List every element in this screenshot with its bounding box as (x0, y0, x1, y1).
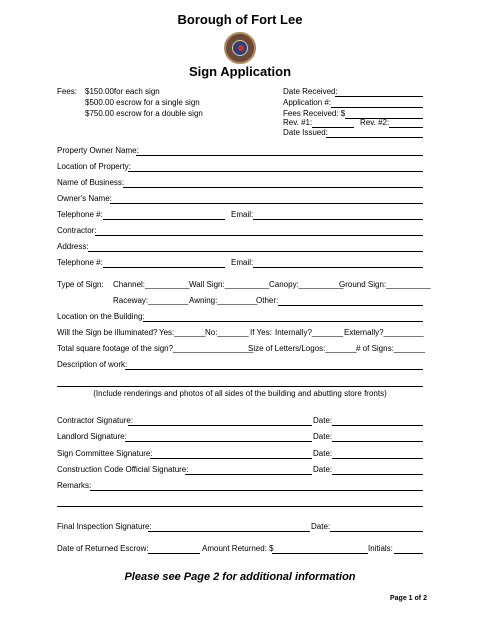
contractor-date-label: Date: (313, 416, 333, 425)
telephone2-field[interactable] (103, 267, 225, 268)
application-no-label: Application #: (283, 98, 332, 107)
final-date-field[interactable] (330, 531, 423, 532)
illuminated-yes[interactable]: Yes:_______ (159, 328, 206, 337)
ground-sign-option[interactable]: Ground Sign:__________ (339, 280, 431, 289)
official-signature-field[interactable] (185, 474, 312, 475)
remarks-field-1[interactable] (90, 490, 423, 491)
email-field[interactable] (253, 219, 423, 220)
if-yes-label: If Yes: (250, 328, 272, 337)
description-label: Description of work: (57, 360, 128, 369)
contractor-date-field[interactable] (332, 425, 423, 426)
internally-option[interactable]: Internally?_______ (275, 328, 344, 337)
date-received-field[interactable] (335, 96, 423, 97)
canopy-option[interactable]: Canopy:__________ (269, 280, 344, 289)
fees-received-label: Fees Received: $ (283, 109, 346, 118)
property-owner-label: Property Owner Name: (57, 146, 139, 155)
location-building-label: Location on the Building: (57, 312, 145, 321)
contractor-signature-field[interactable] (128, 425, 312, 426)
escrow-returned-label: Date of Returned Escrow: (57, 544, 149, 553)
awning-option[interactable]: Awning:_________ (189, 296, 258, 305)
business-label: Name of Business: (57, 178, 125, 187)
seal-center (232, 40, 248, 56)
illuminated-no[interactable]: No:_______ (205, 328, 249, 337)
official-signature-label: Construction Code Official Signature: (57, 465, 189, 474)
landlord-date-field[interactable] (332, 441, 423, 442)
date-issued-label: Date Issued: (283, 128, 328, 137)
illuminated-question: Will the Sign be illuminated? (57, 328, 158, 337)
rev2-field[interactable] (389, 127, 423, 128)
fee-each-sign: $150.00for each sign (85, 87, 160, 96)
channel-option[interactable]: Channel:__________ (113, 280, 190, 289)
escrow-returned-field[interactable] (148, 553, 200, 554)
page-number: Page 1 of 2 (390, 595, 427, 602)
telephone2-label: Telephone #: (57, 258, 103, 267)
externally-option[interactable]: Externally?_________ (344, 328, 424, 337)
contractor-field[interactable] (95, 235, 423, 236)
location-building-field[interactable] (143, 321, 423, 322)
remarks-label: Remarks: (57, 481, 92, 490)
date-issued-field[interactable] (326, 137, 423, 138)
final-inspection-field[interactable] (148, 531, 310, 532)
committee-signature-field[interactable] (150, 458, 312, 459)
rev2-label: Rev. #2: (360, 118, 390, 127)
telephone-field[interactable] (103, 219, 225, 220)
renderings-note: (Include renderings and photos of all sides of the building and abutting store fronts) (93, 389, 387, 398)
raceway-option[interactable]: Raceway:_________ (113, 296, 189, 305)
sign-type-label: Type of Sign: (57, 280, 104, 289)
fee-double-escrow: $750.00 escrow for a double sign (85, 109, 203, 118)
official-date-label: Date: (313, 465, 333, 474)
email2-field[interactable] (253, 267, 423, 268)
letters-size-field[interactable]: Size of Letters/Logos:_______ (248, 344, 357, 353)
fee-single-escrow: $500.00 escrow for a single sign (85, 98, 200, 107)
telephone-label: Telephone #: (57, 210, 103, 219)
address-field[interactable] (88, 251, 423, 252)
wall-sign-option[interactable]: Wall Sign:__________ (189, 280, 270, 289)
description-field-1[interactable] (125, 369, 423, 370)
fees-label: Fees: (57, 87, 78, 96)
committee-date-field[interactable] (332, 458, 423, 459)
rev1-label: Rev. #1: (283, 118, 313, 127)
seal-emblem (238, 45, 244, 51)
amount-returned-label: Amount Returned: $ (202, 544, 274, 553)
official-date-field[interactable] (332, 474, 423, 475)
description-field-2[interactable] (57, 386, 423, 387)
square-footage-field[interactable]: Total square footage of the sign?__________________ (57, 344, 254, 353)
final-date-label: Date: (311, 522, 331, 531)
other-field[interactable] (278, 305, 423, 306)
email-label: Email: (231, 210, 254, 219)
num-signs-field[interactable]: # of Signs:_______ (356, 344, 425, 353)
landlord-date-label: Date: (313, 432, 333, 441)
remarks-field-2[interactable] (57, 506, 423, 507)
business-field[interactable] (123, 187, 423, 188)
page2-note: Please see Page 2 for additional information (124, 571, 356, 583)
application-no-field[interactable] (331, 107, 423, 108)
org-name: Borough of Fort Lee (177, 12, 303, 27)
date-received-label: Date Received: (283, 87, 338, 96)
other-label: Other: (256, 296, 279, 305)
landlord-signature-field[interactable] (125, 441, 312, 442)
final-inspection-label: Final Inspection Signature: (57, 522, 152, 531)
committee-date-label: Date: (313, 449, 333, 458)
initials-label: Initials: (368, 544, 393, 553)
borough-seal-icon (224, 32, 256, 64)
address-label: Address: (57, 242, 89, 251)
location-property-field[interactable] (128, 171, 423, 172)
owner-label: Owner's Name: (57, 194, 112, 203)
amount-returned-field[interactable] (272, 553, 368, 554)
form-title: Sign Application (188, 64, 292, 79)
contractor-label: Contractor: (57, 226, 97, 235)
landlord-signature-label: Landlord Signature: (57, 432, 127, 441)
contractor-signature-label: Contractor Signature: (57, 416, 134, 425)
owner-field[interactable] (110, 203, 423, 204)
property-owner-field[interactable] (136, 155, 423, 156)
initials-field[interactable] (394, 553, 423, 554)
committee-signature-label: Sign Committee Signature: (57, 449, 153, 458)
email2-label: Email: (231, 258, 254, 267)
location-property-label: Location of Property: (57, 162, 131, 171)
